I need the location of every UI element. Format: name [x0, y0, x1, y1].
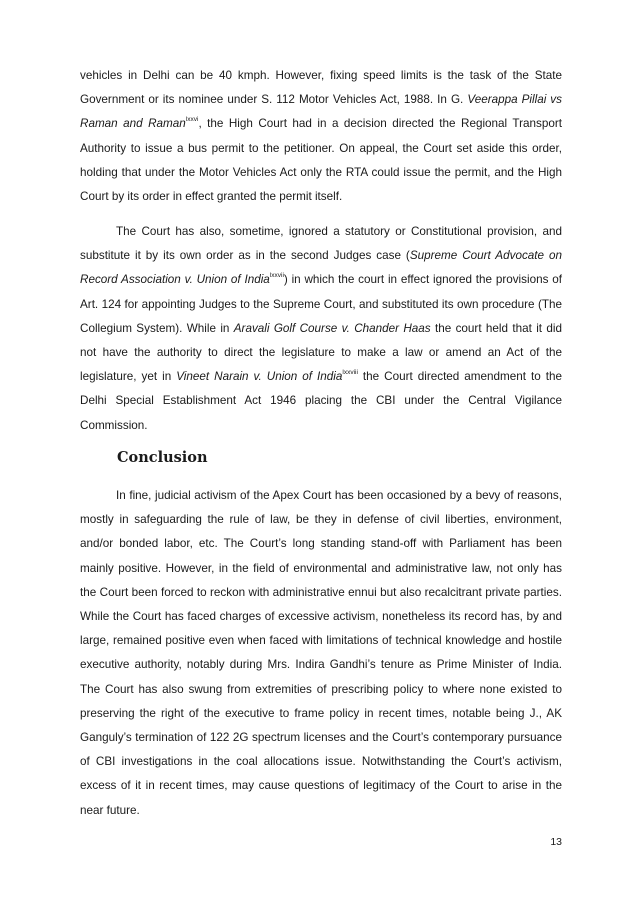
paragraph-text: ) in which the court in effect ignored the provisions of Art. 124 for appointing Judges to the Supreme Court, and substituted its own procedure (The Collegium System). While in — [80, 273, 562, 335]
paragraph-text: the court held that it did not have the authority to direct the legislature to make a law or amend an Act of the legislature, yet in — [80, 321, 562, 384]
page-number: 13 — [550, 836, 562, 848]
paragraph-statutory-provision — [80, 220, 562, 438]
paragraph-text: The Court has also, sometime, ignored a statutory or Constitutional provision, and substitute it by its own order as in the second Judges case ( — [80, 225, 562, 263]
paragraph-text: the Court directed amendment to the Delhi Special Establishment Act 1946 placing the CBI under the Central Vigilance Commission. — [80, 370, 563, 432]
footnote-marker: lxxvi — [185, 116, 199, 124]
paragraph-text: vehicles in Delhi can be 40 kmph. However, fixing speed limits is the task of the State Government or its nominee under S. 112 Motor Vehicles Act, 1988. In G. — [80, 69, 562, 107]
paragraph-conclusion: In fine, judicial activism of the Apex Court has been occasioned by a bevy of reasons, mostly in safeguarding the rule of law, be they in defense of civil liberties, environment, and/or bonded labor, etc. The Court’s long standing stand-off with Parliament has been mainly positive. However, in the field of environmental and administrative law, not only has the Court been forced to reckon with administrative ennui but also recalcitrant private parties. While the Court has faced charges of excessive activism, nonetheless its record has, by and large, remained positive even when faced with limitations of technical knowledge and hostile executive authority, notably during Mrs. Indira Gandhi’s tenure as Prime Minister of India. The Court has also swung from extremities of prescribing policy to where none existed to preserving the right of the executive to frame policy in recent times, notable being J., AK Ganguly’s termination of 122 2G spectrum licenses and the Court’s contemporary pursuance of CBI investigations in the coal allocations issue. Notwithstanding the Court’s activism, excess of it in recent times, may cause questions of legitimacy of the Court to arise in the near future. — [80, 489, 562, 817]
paragraph-speed-limits — [80, 64, 562, 209]
case-name: Supreme Court Advocate on Record Association v. Union of India — [80, 249, 562, 287]
footnote-marker: lxxviii — [342, 369, 358, 377]
footnote-marker: lxxvii — [269, 272, 284, 280]
case-name: Vineet Narain v. Union of India — [176, 370, 343, 384]
case-name: Veerappa Pillai vs Raman and Raman — [80, 93, 562, 131]
paragraph-text: , the High Court had in a decision directed the Regional Transport Authority to issue a bus permit to the petitioner. On appeal, the Court set aside this order, holding that under the Motor Vehicles Act only the RTA could issue the permit, and the High Court by its order in effect granted the permit itself. — [80, 117, 562, 204]
section-heading-conclusion: Conclusion — [117, 449, 208, 466]
case-name: Aravali Golf Course v. Chander Haas — [233, 321, 431, 335]
